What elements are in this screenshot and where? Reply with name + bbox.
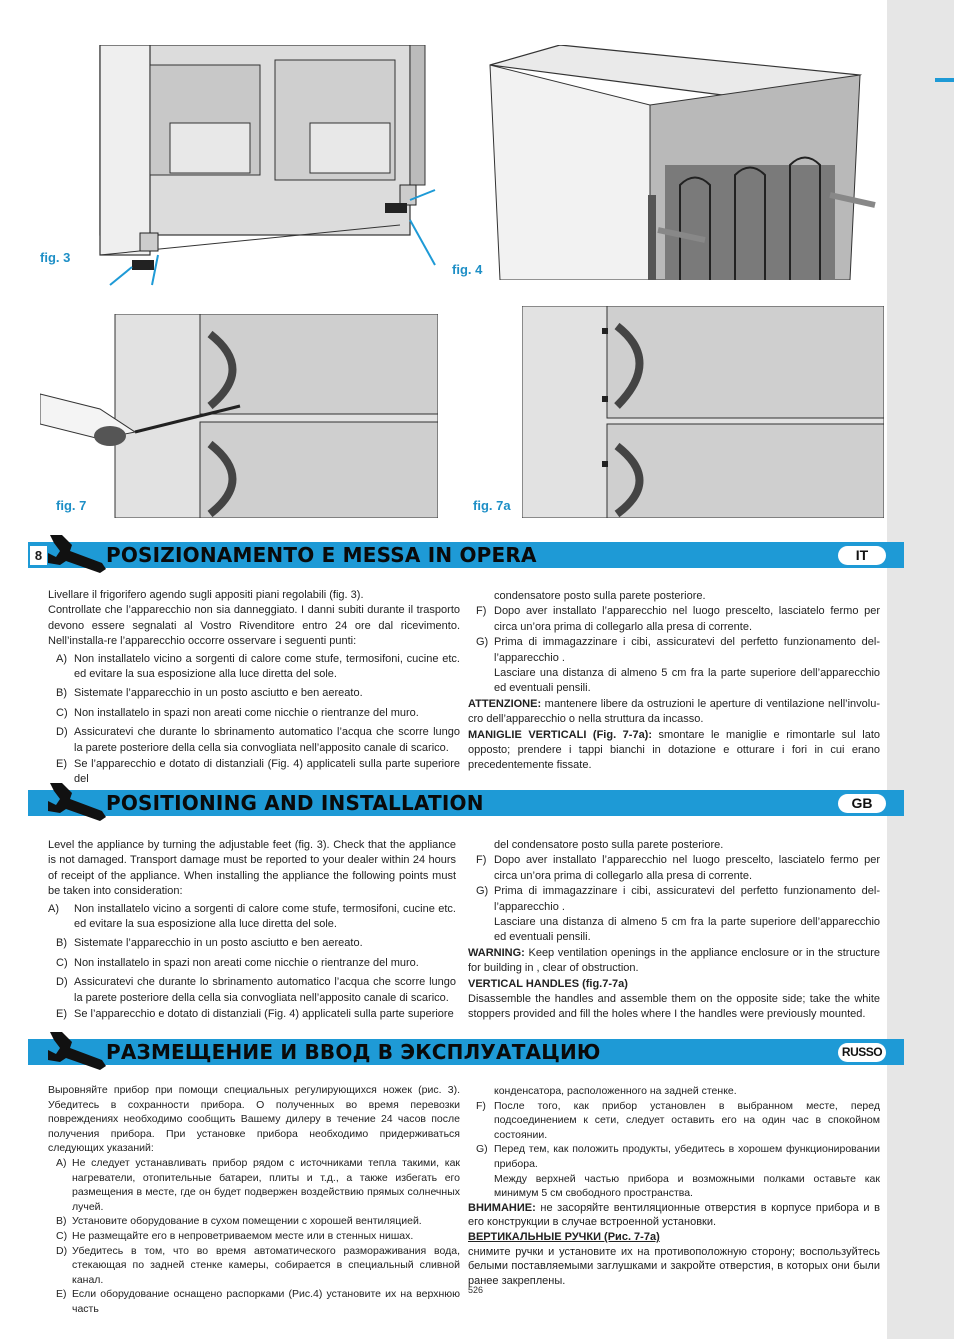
list-item: Между верхней частью прибора и возможными полками оставьте как минимум 5 см свободного пространства. (494, 1172, 880, 1200)
language-badge-ru: RUSSO (838, 1043, 886, 1062)
intro-text: Выровняйте прибор при помощи специальных регулирующихся ножек (рис. 3). Убедитесь в сохранности прибора. О полученных во время перевозки повреждениях необходимо сообщить Вашему дилеру в течение 24 часов после получения прибора. При установке прибора необходимо придерживаться следующих указаний: (48, 1084, 460, 1155)
language-badge-it: IT (838, 546, 886, 565)
figure-7-image (40, 314, 438, 518)
warning-paragraph: WARNING: Keep ventilation openings in the appliance enclosure or in the structure for building in , clear of obstruction. (468, 946, 880, 975)
section-gb-left-column (48, 838, 456, 1022)
section-title-gb: POSITIONING AND INSTALLATION (106, 791, 484, 815)
section-title-it: POSIZIONAMENTO E MESSA IN OPERA (106, 543, 537, 567)
section-it-right-column (468, 589, 880, 774)
list-item-continued: condensatore posto sulla parete posteriore. (494, 590, 706, 602)
section-title-ru: РАЗМЕЩЕНИЕ И ВВОД В ЭКСПЛУАТАЦИЮ (106, 1040, 601, 1064)
language-badge-gb: GB (838, 794, 886, 813)
list-item: D) Убедитесь в том, что во время автоматического размораживания вода, стекающая по задней стенке камеры, собирается в специальный сливной канал. (56, 1244, 460, 1286)
handles-paragraph: Disassemble the handles and assemble them on the opposite side; take the white stoppers provided and fill the holes where I the handles were previously mounted. (468, 993, 880, 1021)
figure-7a-image (522, 306, 884, 518)
page-number-badge: 8 (30, 546, 47, 565)
list-item: G) Перед тем, как положить продукты, убедитесь в хорошем функционировании прибора. (476, 1143, 880, 1170)
list-item: Lasciare una distanza di almeno 5 cm fra la parte superiore dell’apparecchio ed eventuali pensili. (494, 667, 880, 695)
figure-7a-caption: fig. 7a (473, 498, 511, 513)
section-banner-ru (28, 1039, 904, 1065)
section-banner-gb (28, 790, 904, 816)
list-item: F) После того, как прибор установлен в выбранном месте, перед подсоединением к сети, следует оставить его на один час в спокойном состоянии. (476, 1099, 880, 1141)
list-item: Lasciare una distanza di almeno 5 cm fra la parte superiore dell’apparecchio ed eventuali pensili. (494, 916, 880, 944)
section-it-left-column (48, 588, 460, 788)
list-item: G) Prima di immagazzinare i cibi, assicuratevi del perfetto funzionamento del-l’apparecchio . (476, 636, 880, 664)
section-ru-left-column (48, 1083, 460, 1317)
figure-4-image (480, 45, 880, 280)
list-item: E) Если оборудование оснащено распорками (Рис.4) установите их на верхнюю часть (56, 1288, 460, 1315)
figure-3-caption: fig. 3 (40, 250, 71, 265)
handles-heading: VERTICAL HANDLES (fig.7-7a) (468, 977, 628, 990)
list-item: G) Prima di immagazzinare i cibi, assicuratevi del perfetto funzionamento del-l’apparecchio . (476, 885, 880, 913)
figure-3-image (40, 45, 440, 290)
figure-7-caption: fig. 7 (56, 498, 87, 513)
intro-text-2: Controllate che l’apparecchio non sia danneggiato. I danni subiti durante il trasporto devono essere segnalati al Vostro Rivenditore entro 24 ore dal ricevimento. Nell’installa-re l’apparecchio occorre osservare i seguenti punti: (48, 604, 460, 648)
intro-text: Level the appliance by turning the adjustable feet (fig. 3). Check that the appliance is not damaged. Transport damage must be reported to your dealer within 24 hours of receipt of the appliance. When installing the appliance the following points must be taken into consideration: (48, 839, 456, 898)
list-item: B) Установите оборудование в сухом помещении с хорошей вентиляцией. (56, 1215, 422, 1228)
handles-paragraph: снимите ручки и установите их на противоположную сторону; воспользуйтесь белыми поставляемыми заглушками и закройте отверстия, в которых они были ранее закреплены. (468, 1245, 880, 1287)
section-gb-right-column (468, 838, 880, 1023)
warning-paragraph: ВНИМАНИЕ: не засоряйте вентиляционные отверстия в корпусе прибора и в его конструкции в случае встроенной установки. (468, 1201, 880, 1229)
wrench-icon (46, 533, 110, 575)
page-number: 526 (468, 1285, 484, 1295)
list-item: F) Dopo aver installato l’apparecchio nel luogo prescelto, lasciatelo fermo per circa un’ora prima di collegarlo alla presa di corrente. (476, 605, 880, 633)
section-ru-right-column (468, 1084, 880, 1288)
list-item: F) Dopo aver installato l’apparecchio nel luogo prescelto, lasciatelo fermo per circa un’ora prima di collegarlo alla presa di corrente. (476, 854, 880, 882)
intro-text: Livellare il frigorifero agendo sugli appositi piani regolabili (fig. 3). (48, 589, 364, 601)
page-side-strip (887, 0, 954, 1339)
list-item: D) Assicuratevi che durante lo sbrinamento automatico l’acqua che scorre lungo la parete posteriore della cella sia convogliata nell’apposito canale di scarico. (56, 726, 460, 754)
wrench-icon (46, 781, 110, 823)
page-tab-marker (935, 78, 954, 82)
list-item-continued: конденсатора, расположенного на задней стенке. (494, 1085, 737, 1097)
list-item: C) Не размещайте его в непроветриваемом месте или в стенных нишах. (56, 1229, 414, 1242)
figure-4-caption: fig. 4 (452, 262, 483, 277)
warning-paragraph: ATTENZIONE: mantenere libere da ostruzioni le aperture di ventilazione nell’involu-cro dell’apparecchio o nella struttura da incasso. (468, 697, 880, 726)
list-item: A) Не следует устанавливать прибор рядом с источниками тепла такими, как нагреватели, отопительные батареи, плиты и т.д., а также избегать его размещения в месте, где он будет подвержен воздействию прямых солнечных лучей. (56, 1156, 460, 1213)
section-banner-it (28, 542, 904, 568)
list-item: C) Non installatelo in spazi non areati come nicchie o rientranze del muro. (56, 956, 419, 969)
handles-heading: ВЕРТИКАЛЬНЫЕ РУЧКИ (Рис. 7-7а) (468, 1230, 660, 1243)
list-item: B) Sistemate l’apparecchio in un posto asciutto e ben aereato. (56, 937, 363, 950)
list-item: E) Se l’apparecchio e dotato di distanziali (Fig. 4) applicateli sulla parte superiore (56, 1008, 454, 1021)
list-item: A) Non installatelo vicino a sorgenti di calore come stufe, termosifoni, cucine etc. ed evitare la sua esposizione alla luce diretta del sole. (48, 902, 456, 931)
list-item: D) Assicuratevi che durante lo sbrinamento automatico l’acqua che scorre lungo la parete posteriore della cella sia convogliata nell’apposito canale di scarico. (56, 976, 456, 1004)
list-item-continued: del condensatore posto sulla parete posteriore. (494, 839, 724, 851)
handles-paragraph: MANIGLIE VERTICALI (Fig. 7-7a): smontare le maniglie e rimontarle sul lato opposto; prendere i tappi bianchi in dotazione e otturare i fori in cui erano precedentemente fissate. (468, 728, 880, 772)
list-item: B) Sistemate l’apparecchio in un posto asciutto e ben aereato. (56, 687, 363, 700)
list-item: A) Non installatelo vicino a sorgenti di calore come stufe, termosifoni, cucine etc. ed evitare la sua esposizione alla luce diretta del sole. (56, 652, 460, 681)
wrench-icon (46, 1030, 110, 1072)
list-item: C) Non installatelo in spazi non areati come nicchie o rientranze del muro. (56, 706, 419, 719)
list-item: E) Se l’apparecchio e dotato di distanziali (Fig. 4) applicateli sulla parte superiore del (56, 758, 460, 786)
